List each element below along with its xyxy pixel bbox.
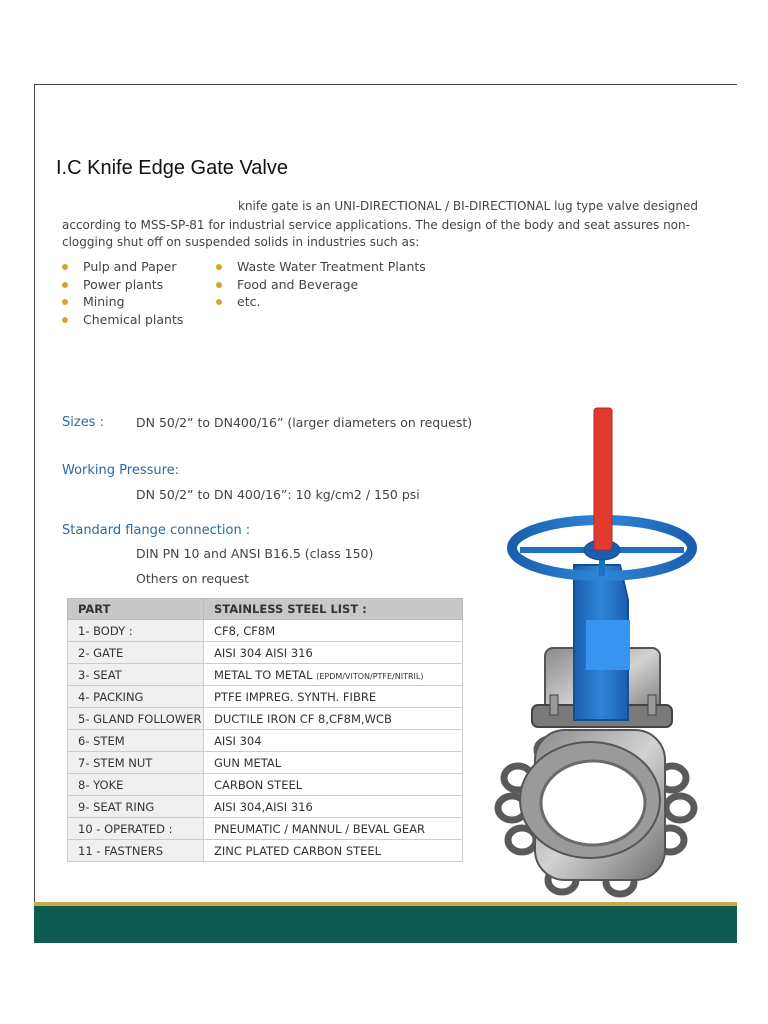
list-item [62, 311, 183, 329]
material-cell [204, 796, 463, 818]
intro-line-3: clogging shut off on suspended solids in industries such as: [62, 235, 420, 249]
list-item-label: Chemical plants [83, 312, 184, 328]
intro-line-2: according to MSS-SP-81 for industrial service applications. The design of the body and seat assures non- [62, 218, 690, 232]
table-row [68, 686, 463, 708]
table-row [68, 840, 463, 862]
list-item-label: Waste Water Treatment Plants [237, 259, 426, 274]
list-item [216, 276, 426, 294]
material-cell [204, 774, 463, 796]
material-cell [204, 686, 463, 708]
table-row [68, 730, 463, 752]
table-row [68, 620, 463, 642]
list-item-label: Power plants [83, 276, 164, 292]
part-cell: 3- SEAT [68, 664, 204, 686]
pressure-label: Working Pressure: [62, 463, 180, 478]
page-title: I.C Knife Edge Gate Valve [56, 157, 288, 179]
bullet-icon [62, 299, 68, 305]
material-cell [204, 708, 463, 730]
applications-list-left [62, 258, 183, 329]
bullet-icon [62, 264, 68, 270]
material-text: PNEUMATIC / MANNUL / BEVAL GEAR [214, 821, 426, 836]
list-item-label: Pulp and Paper [83, 259, 177, 274]
column-header-material: STAINLESS STEEL LIST : [204, 599, 463, 620]
intro-line-1: knife gate is an UNI-DIRECTIONAL / BI-DIRECTIONAL lug type valve designed [238, 199, 698, 213]
list-item [62, 293, 183, 311]
list-item [216, 258, 426, 276]
material-cell [204, 840, 463, 862]
table-row [68, 642, 463, 664]
material-text: AISI 304,AISI 316 [214, 799, 313, 814]
applications-list-right [216, 258, 426, 311]
part-cell: 9- SEAT RING [68, 796, 204, 818]
part-cell: 6- STEM [68, 730, 204, 752]
bullet-icon [216, 264, 222, 270]
part-cell: 2- GATE [68, 642, 204, 664]
page-frame-left [34, 84, 35, 904]
material-cell [204, 620, 463, 642]
material-cell [204, 664, 463, 686]
materials-table [67, 598, 463, 862]
flange-value-1: DIN PN 10 and ANSI B16.5 (class 150) [136, 546, 374, 561]
table-header-row [68, 599, 463, 620]
material-cell [204, 642, 463, 664]
part-cell: 11 - FASTNERS [68, 840, 204, 862]
material-text: CF8, CF8M [214, 623, 276, 638]
material-text: AISI 304 [214, 733, 262, 748]
part-cell: 1- BODY : [68, 620, 204, 642]
table-row [68, 774, 463, 796]
sizes-label: Sizes : [62, 415, 104, 430]
material-cell [204, 818, 463, 840]
valve-stem [594, 408, 612, 550]
sizes-value: DN 50/2” to DN400/16” (larger diameters on request) [136, 415, 473, 430]
bullet-icon [62, 282, 68, 288]
table-row [68, 708, 463, 730]
material-text: ZINC PLATED CARBON STEEL [214, 843, 382, 858]
table-row [68, 818, 463, 840]
flange-value-2: Others on request [136, 571, 250, 586]
flange-label: Standard flange connection : [62, 523, 251, 538]
material-text: METAL TO METAL [214, 667, 313, 682]
bullet-icon [216, 299, 222, 305]
bullet-icon [62, 317, 68, 323]
part-cell: 5- GLAND FOLLOWER [68, 708, 204, 730]
part-cell: 4- PACKING [68, 686, 204, 708]
list-item-label: Mining [83, 294, 125, 310]
material-text: CARBON STEEL [214, 777, 303, 792]
material-text: GUN METAL [214, 755, 282, 770]
list-item-label: Food and Beverage [237, 276, 359, 292]
table-row [68, 796, 463, 818]
footer-band [34, 906, 737, 943]
list-item [62, 276, 183, 294]
material-cell [204, 730, 463, 752]
material-note: (EPDM/VITON/PTFE/NITRIL) [316, 671, 424, 681]
page-frame-top [34, 84, 737, 85]
pressure-value: DN 50/2” to DN 400/16”: 10 kg/cm2 / 150 psi [136, 487, 420, 502]
material-text: AISI 304 AISI 316 [214, 645, 313, 660]
table-row [68, 664, 463, 686]
material-cell [204, 752, 463, 774]
table-row [68, 752, 463, 774]
part-cell: 8- YOKE [68, 774, 204, 796]
bullet-icon [216, 282, 222, 288]
material-text: PTFE IMPREG. SYNTH. FIBRE [214, 689, 377, 704]
part-cell: 10 - OPERATED : [68, 818, 204, 840]
knife-gate-valve-image [490, 400, 710, 900]
list-item-label: etc. [237, 294, 261, 310]
list-item [216, 293, 426, 311]
part-cell: 7- STEM NUT [68, 752, 204, 774]
material-text: DUCTILE IRON CF 8,CF8M,WCB [214, 711, 392, 726]
list-item [62, 258, 183, 276]
column-header-part: PART [68, 599, 204, 620]
